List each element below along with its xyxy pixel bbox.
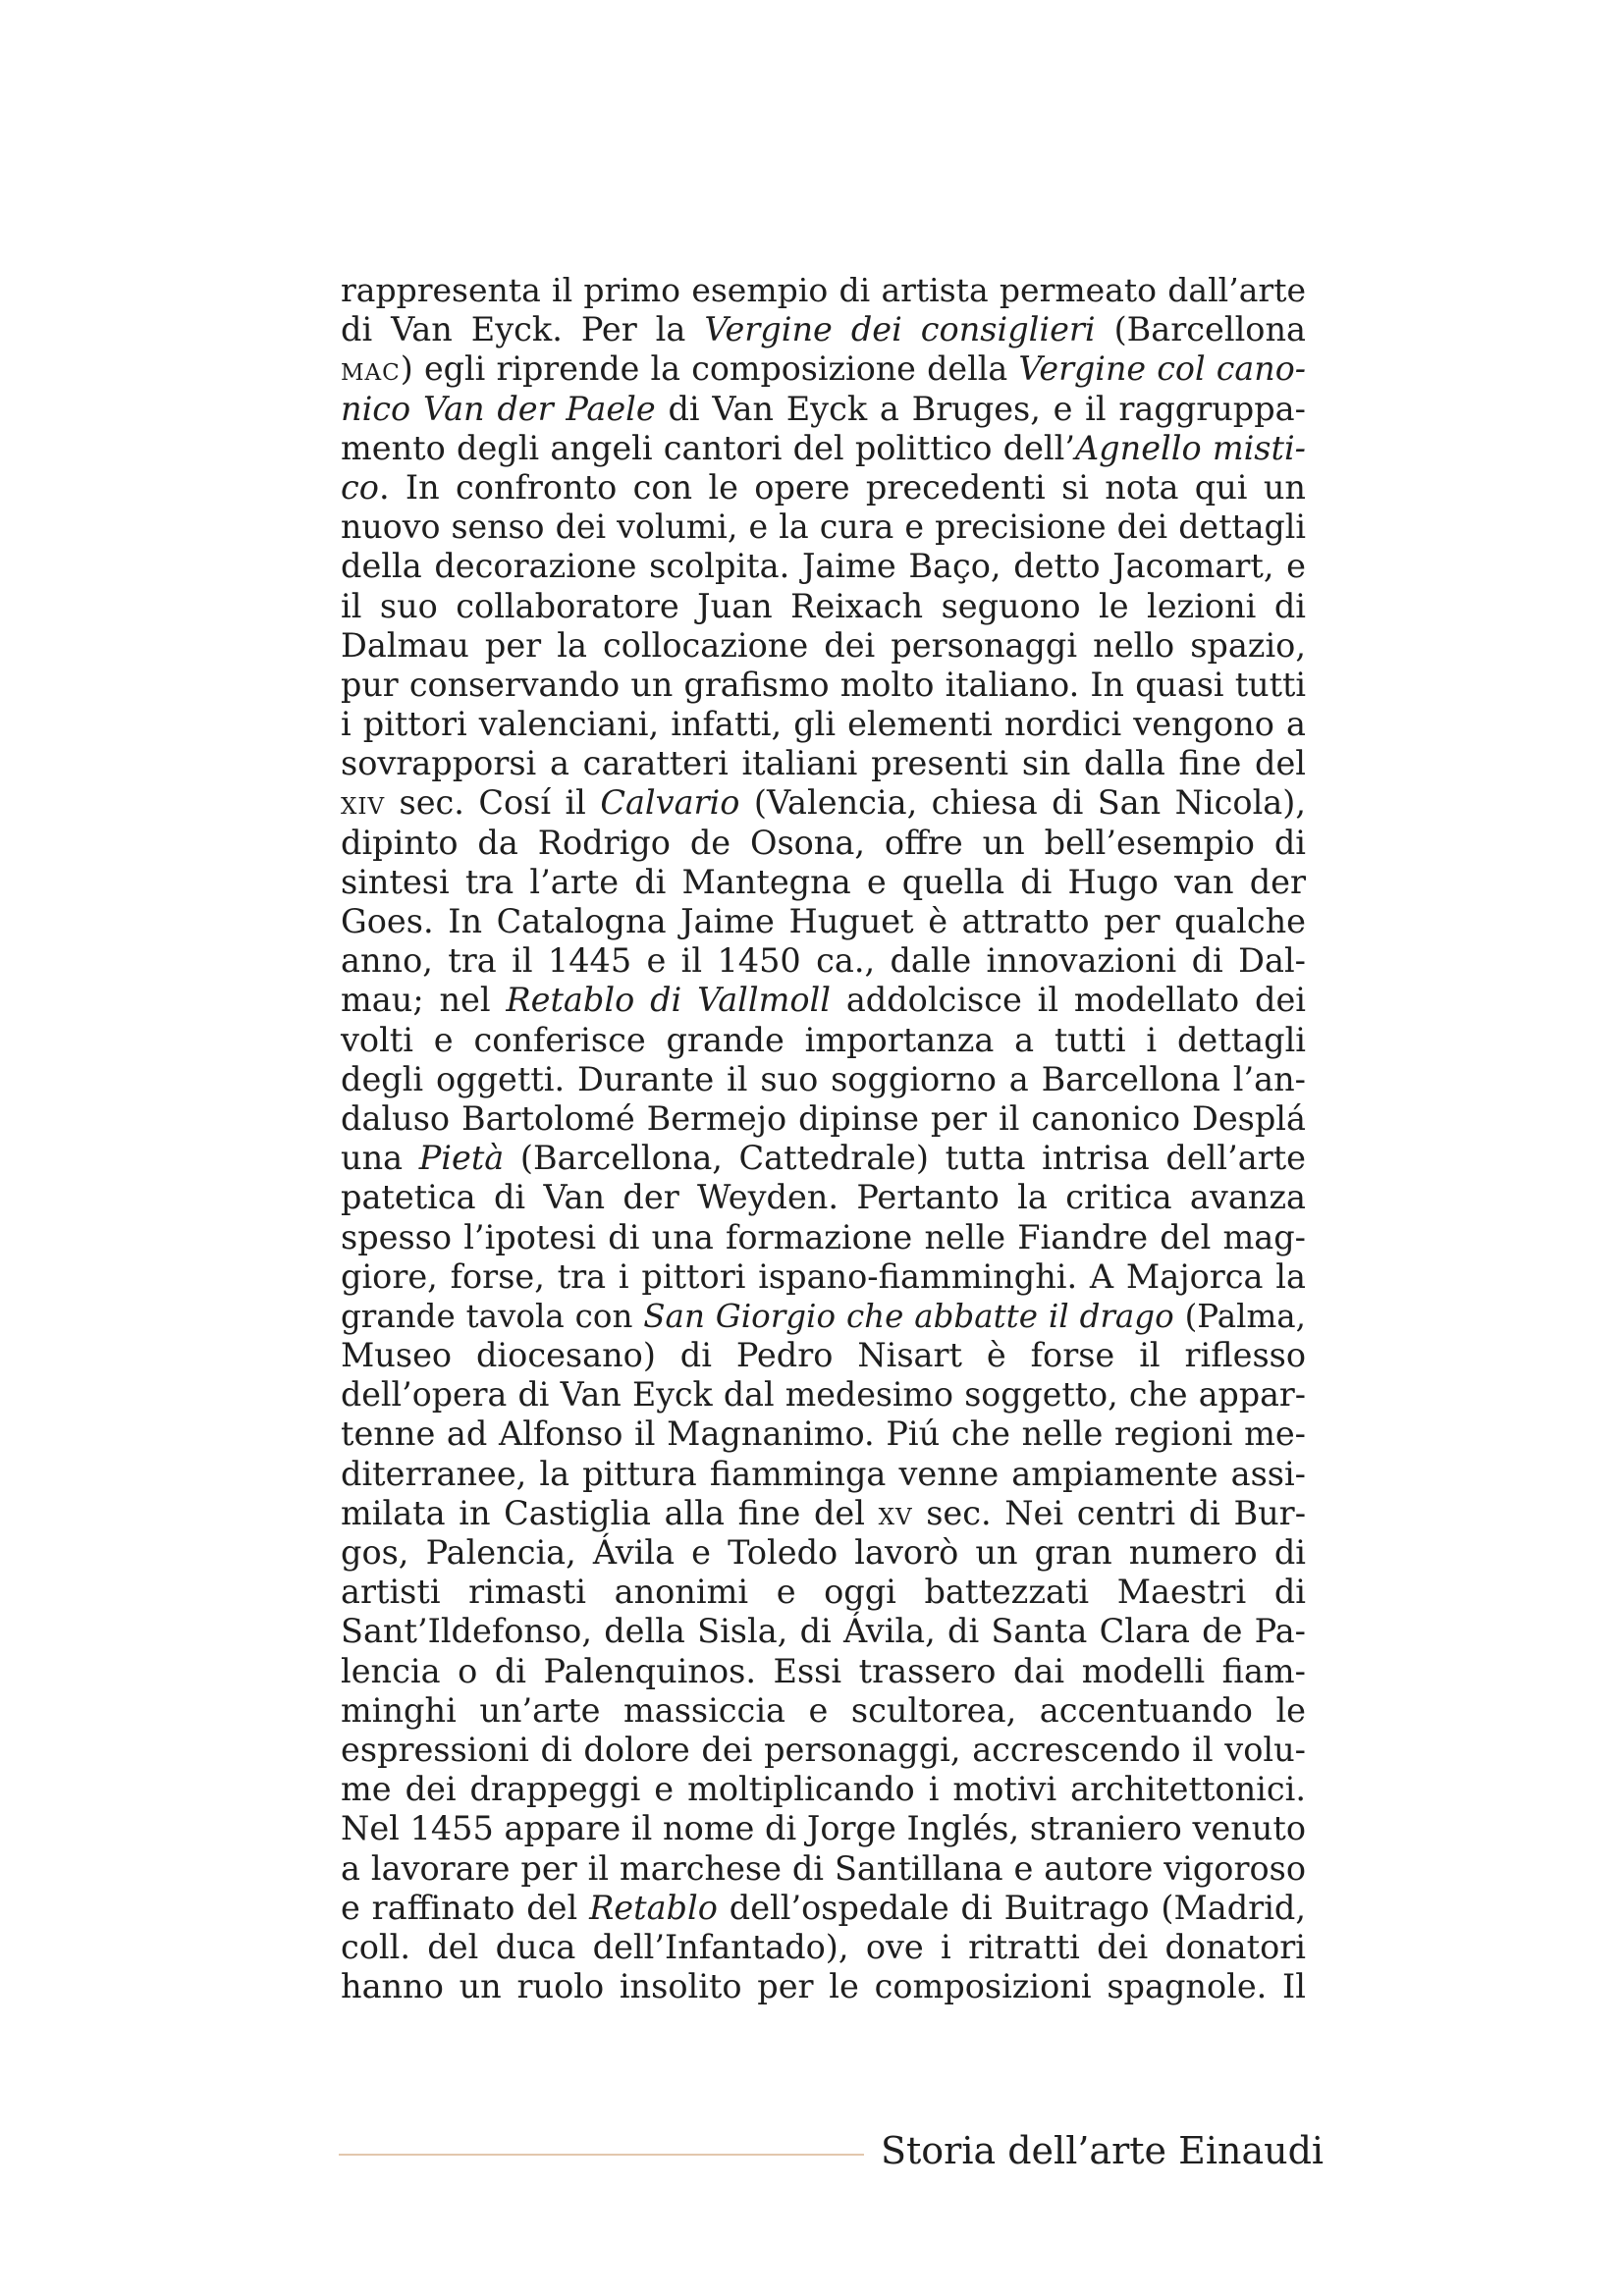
text-line	[341, 1967, 1306, 2006]
text-run: volti e conferisce grande importanza a tutti i dettagli	[341, 1020, 1306, 1059]
text-run: hanno un ruolo insolito per le composizioni spagnole. Il	[341, 1967, 1306, 2006]
text-line	[341, 981, 1306, 1020]
text-run: sovrapporsi a caratteri italiani presenti sin dalla fine del	[341, 744, 1306, 783]
text-run: . In confronto con le opere precedenti si nota qui un	[378, 467, 1306, 507]
text-run: i pittori valenciani, infatti, gli elementi nordici vengono a	[341, 705, 1306, 744]
italic-title: Agnello misti-	[1074, 428, 1306, 467]
text-run: degli oggetti. Durante il suo soggiorno a Barcellona l’an-	[341, 1059, 1306, 1098]
small-caps-text: xiv	[341, 783, 386, 823]
text-line	[341, 1612, 1306, 1651]
text-line	[341, 783, 1306, 823]
text-line	[341, 824, 1306, 863]
text-line	[341, 1178, 1306, 1217]
text-run: Museo diocesano) di Pedro Nisart è forse il riflesso	[341, 1336, 1306, 1375]
text-line	[341, 1809, 1306, 1848]
text-run: Goes. In Catalogna Jaime Huguet è attratto per qualche	[341, 902, 1306, 940]
text-run: sintesi tra l’arte di Mantegna e quella di Hugo van der	[341, 862, 1306, 901]
italic-title: Retablo di Vallmoll	[506, 981, 831, 1020]
italic-title: Vergine dei consiglieri	[704, 310, 1096, 349]
text-run: Dalmau per la collocazione dei personaggi nello spazio,	[341, 625, 1306, 665]
text-line	[341, 666, 1306, 705]
text-run: patetica di Van der Weyden. Pertanto la critica avanza	[341, 1178, 1306, 1217]
text-line	[341, 1494, 1306, 1533]
text-run: ) egli riprende la composizione della	[400, 349, 1019, 389]
text-line	[341, 1889, 1306, 1928]
text-line	[341, 1652, 1306, 1691]
text-run: minghi un’arte massiccia e scultorea, accentuando le	[341, 1690, 1306, 1730]
text-run: il suo collaboratore Juan Reixach seguono le lezioni di	[341, 586, 1306, 625]
text-run: nuovo senso dei volumi, e la cura e precisione dei dettagli	[341, 507, 1306, 547]
small-caps-text: xv	[878, 1493, 913, 1532]
text-run: mento degli angeli cantori del polittico dell’	[341, 428, 1075, 467]
text-line	[341, 1218, 1306, 1257]
text-run: (Valencia, chiesa di San Nicola),	[739, 783, 1306, 823]
text-run: tenne ad Alfonso il Magnanimo. Piú che nelle regioni me-	[341, 1415, 1306, 1454]
text-line	[341, 1257, 1306, 1297]
text-line	[341, 1573, 1306, 1612]
italic-title: San Giorgio che abbatte il drago	[643, 1297, 1174, 1335]
text-run: diterranee, la pittura fiamminga venne ampiamente assi-	[341, 1454, 1306, 1493]
text-line	[341, 863, 1306, 902]
text-line	[341, 626, 1306, 666]
text-line	[341, 1297, 1306, 1336]
text-line	[341, 1731, 1306, 1770]
italic-title: Retablo	[589, 1888, 718, 1927]
text-line	[341, 468, 1306, 507]
text-run: artisti rimasti anonimi e oggi battezzati Maestri di	[341, 1573, 1306, 1612]
text-run: mau; nel	[341, 981, 507, 1020]
italic-title: Vergine col cano-	[1018, 349, 1306, 389]
text-run: gos, Palencia, Ávila e Toledo lavorò un gran numero di	[341, 1533, 1306, 1572]
body-text	[341, 271, 1306, 2006]
text-line	[341, 1455, 1306, 1494]
text-line	[341, 1139, 1306, 1178]
text-line	[341, 310, 1306, 349]
text-line	[341, 547, 1306, 586]
text-run: Sant’Ildefonso, della Sisla, di Ávila, di Santa Clara de Pa-	[341, 1612, 1306, 1651]
italic-title: Pietà	[418, 1139, 505, 1178]
text-run: (Barcellona, Cattedrale) tutta intrisa dell’arte	[504, 1139, 1306, 1178]
text-line	[341, 349, 1306, 389]
text-line	[341, 507, 1306, 547]
text-run: e raffinato del	[341, 1888, 590, 1927]
text-line	[341, 1021, 1306, 1060]
text-run: giore, forse, tra i pittori ispano-fiamminghi. A Majorca la	[341, 1256, 1306, 1296]
text-line	[341, 744, 1306, 783]
text-run: di Van Eyck. Per la	[341, 310, 705, 349]
text-run: anno, tra il 1445 e il 1450 ca., dalle innovazioni di Dal-	[341, 941, 1306, 981]
text-run: (Palma,	[1173, 1297, 1306, 1335]
text-line	[341, 1770, 1306, 1809]
text-run: rappresenta il primo esempio di artista permeato dall’arte	[341, 271, 1306, 309]
text-run: una	[341, 1139, 419, 1178]
text-line	[341, 587, 1306, 626]
italic-title: Calvario	[600, 783, 740, 823]
text-line	[341, 1060, 1306, 1099]
text-line	[341, 1849, 1306, 1889]
text-line	[341, 271, 1306, 310]
text-line	[341, 429, 1306, 468]
text-line	[341, 1691, 1306, 1731]
text-run: sec. Cosí il	[385, 783, 601, 823]
italic-title: co	[341, 467, 379, 507]
text-run: me dei drappeggi e moltiplicando i motivi architettonici.	[341, 1770, 1306, 1809]
text-line	[341, 1375, 1306, 1415]
footer-rule	[339, 2154, 864, 2156]
text-line	[341, 1533, 1306, 1573]
text-run: dell’ospedale di Buitrago (Madrid,	[717, 1888, 1307, 1927]
text-run: della decorazione scolpita. Jaime Baço, detto Jacomart, e	[341, 547, 1306, 586]
text-line	[341, 390, 1306, 429]
text-run: a lavorare per il marchese di Santillana e autore vigoroso	[341, 1848, 1306, 1888]
text-run: di Van Eyck a Bruges, e il raggruppa-	[655, 389, 1306, 428]
text-run: sec. Nei centri di Bur-	[912, 1493, 1307, 1532]
text-run: daluso Bartolomé Bermejo dipinse per il canonico Desplá	[341, 1098, 1306, 1138]
text-line	[341, 1928, 1306, 1967]
small-caps-text: mac	[341, 349, 401, 389]
text-run: milata in Castiglia alla fine del	[341, 1493, 879, 1532]
text-run: lencia o di Palenquinos. Essi trassero dai modelli fiam-	[341, 1651, 1306, 1690]
text-run: pur conservando un grafismo molto italiano. In quasi tutti	[341, 665, 1306, 704]
text-line	[341, 902, 1306, 941]
text-run: dell’opera di Van Eyck dal medesimo soggetto, che appar-	[341, 1375, 1306, 1415]
text-line	[341, 1099, 1306, 1139]
text-run: (Barcellona	[1095, 310, 1307, 349]
text-run: dipinto da Rodrigo de Osona, offre un bell’esempio di	[341, 823, 1306, 862]
text-line	[341, 705, 1306, 744]
italic-title: nico Van der Paele	[341, 389, 656, 428]
text-line	[341, 1336, 1306, 1375]
text-run: grande tavola con	[341, 1297, 644, 1335]
text-run: coll. del duca dell’Infantado), ove i ritratti dei donatori	[341, 1927, 1306, 1966]
footer-title: Storia dell’arte Einaudi	[881, 2129, 1325, 2172]
text-line	[341, 1415, 1306, 1454]
text-run: addolcisce il modellato dei	[830, 981, 1306, 1020]
text-run: spesso l’ipotesi di una formazione nelle Fiandre del mag-	[341, 1217, 1306, 1256]
text-line	[341, 941, 1306, 981]
text-run: Nel 1455 appare il nome di Jorge Inglés, straniero venuto	[341, 1809, 1306, 1848]
text-run: espressioni di dolore dei personaggi, accrescendo il volu-	[341, 1730, 1306, 1769]
